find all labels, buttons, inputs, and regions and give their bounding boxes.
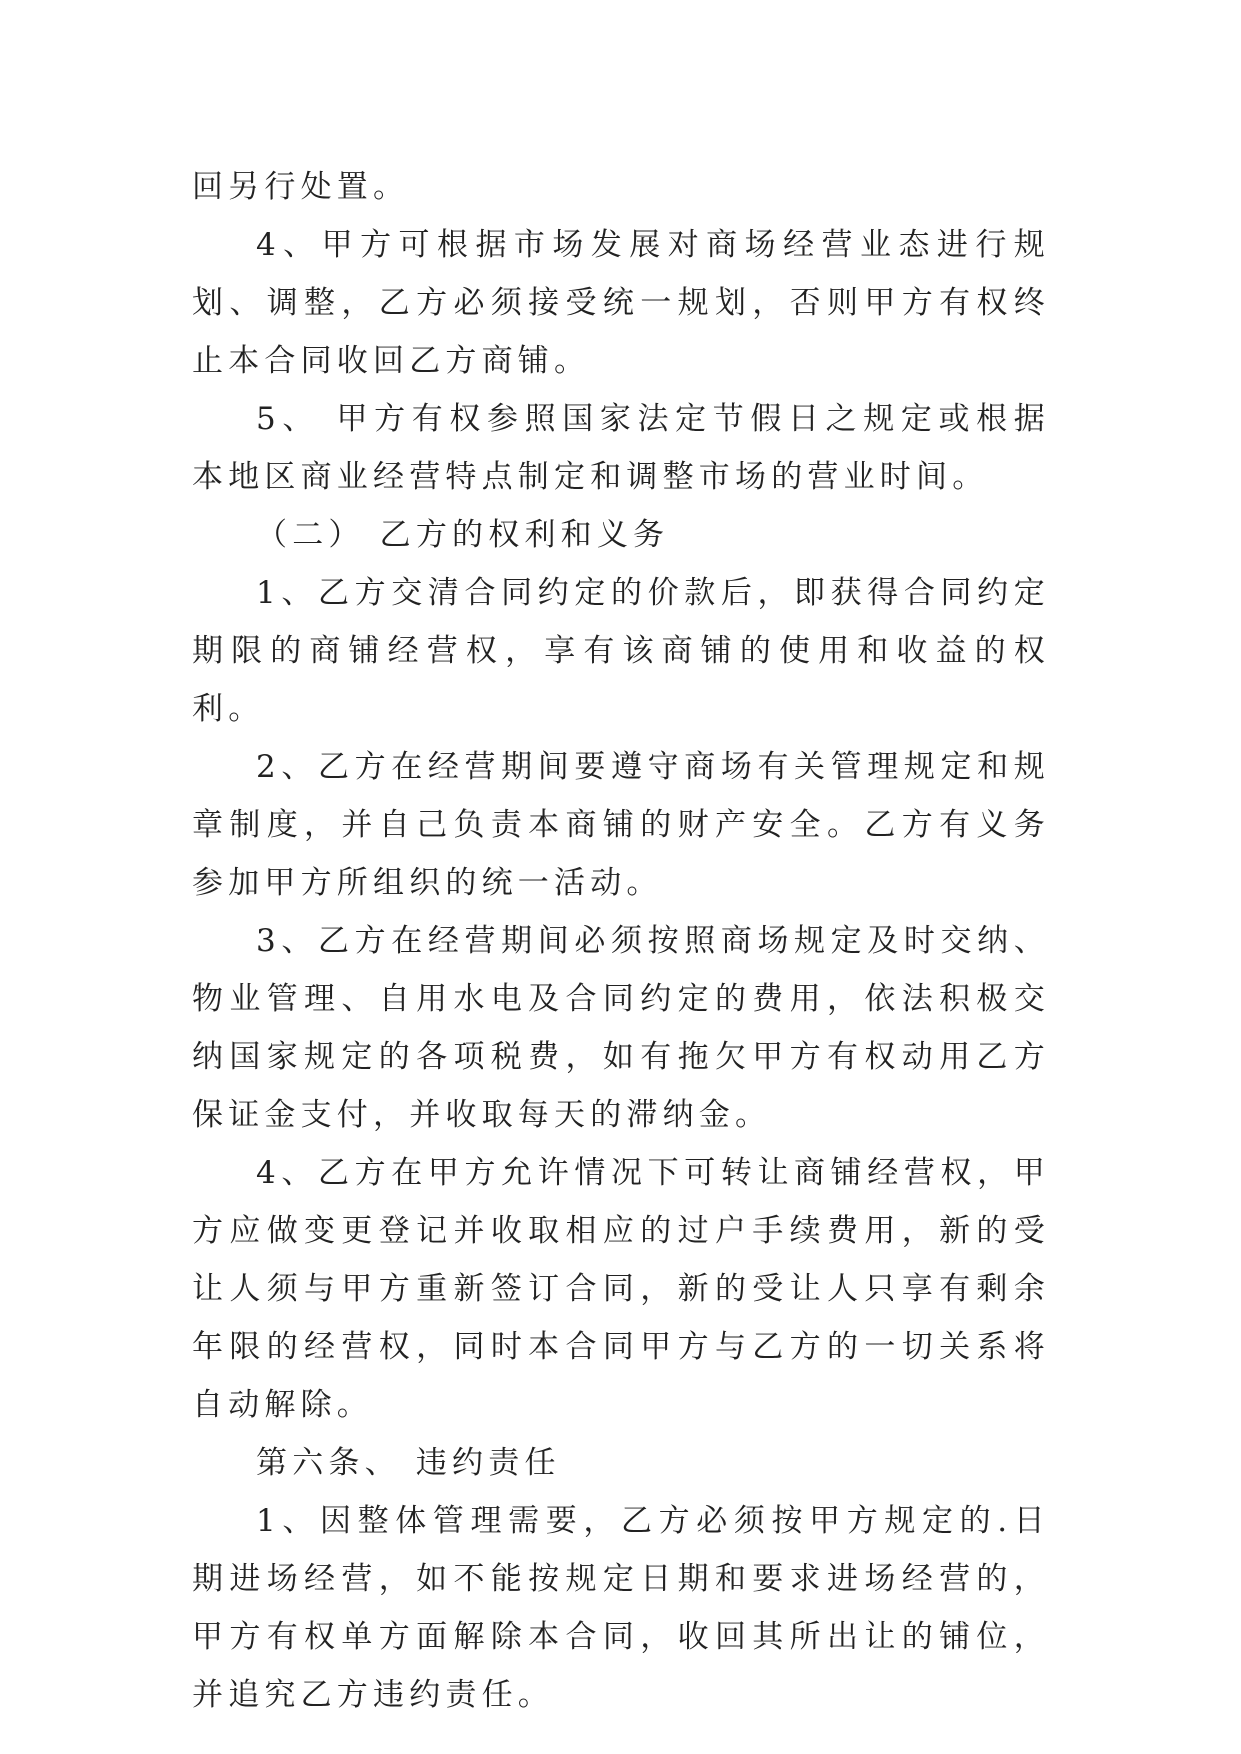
paragraph-breach-1: 1、因整体管理需要，乙方必须按甲方规定的.日期进场经营，如不能按规定日期和要求进场经营的，甲方有权单方面解除本合同，收回其所出让的铺位，并追究乙方违约责任。 xyxy=(192,1503,1050,1713)
paragraph-clause-b1: 1、乙方交清合同约定的价款后，即获得合同约定期限的商铺经营权，享有该商铺的使用和收益的权利。 xyxy=(192,575,1050,727)
document-page xyxy=(192,158,1050,1724)
paragraph-clause-b2: 2、乙方在经营期间要遵守商场有关管理规定和规章制度，并自己负责本商铺的财产安全。乙方有义务参加甲方所组织的统一活动。 xyxy=(192,749,1050,901)
paragraph-clause-a5: 5、 甲方有权参照国家法定节假日之规定或根据本地区商业经营特点制定和调整市场的营业时间。 xyxy=(192,401,1050,495)
paragraph-continuation: 回另行处置。 xyxy=(192,169,410,205)
paragraph-clause-b3: 3、乙方在经营期间必须按照商场规定及时交纳、物业管理、自用水电及合同约定的费用，依法积极交纳国家规定的各项税费，如有拖欠甲方有权动用乙方保证金支付，并收取每天的滞纳金。 xyxy=(192,923,1050,1133)
paragraph-clause-a4: 4、甲方可根据市场发展对商场经营业态进行规划、调整，乙方必须接受统一规划，否则甲方有权终止本合同收回乙方商铺。 xyxy=(192,227,1050,379)
section-heading-party-b-rights: （二） 乙方的权利和义务 xyxy=(256,517,670,553)
paragraph-clause-b4: 4、乙方在甲方允许情况下可转让商铺经营权，甲方应做变更登记并收取相应的过户手续费用，新的受让人须与甲方重新签订合同，新的受让人只享有剩余年限的经营权，同时本合同甲方与乙方的一切关系将自动解除。 xyxy=(192,1155,1050,1423)
article-heading-breach: 第六条、 违约责任 xyxy=(256,1445,561,1481)
